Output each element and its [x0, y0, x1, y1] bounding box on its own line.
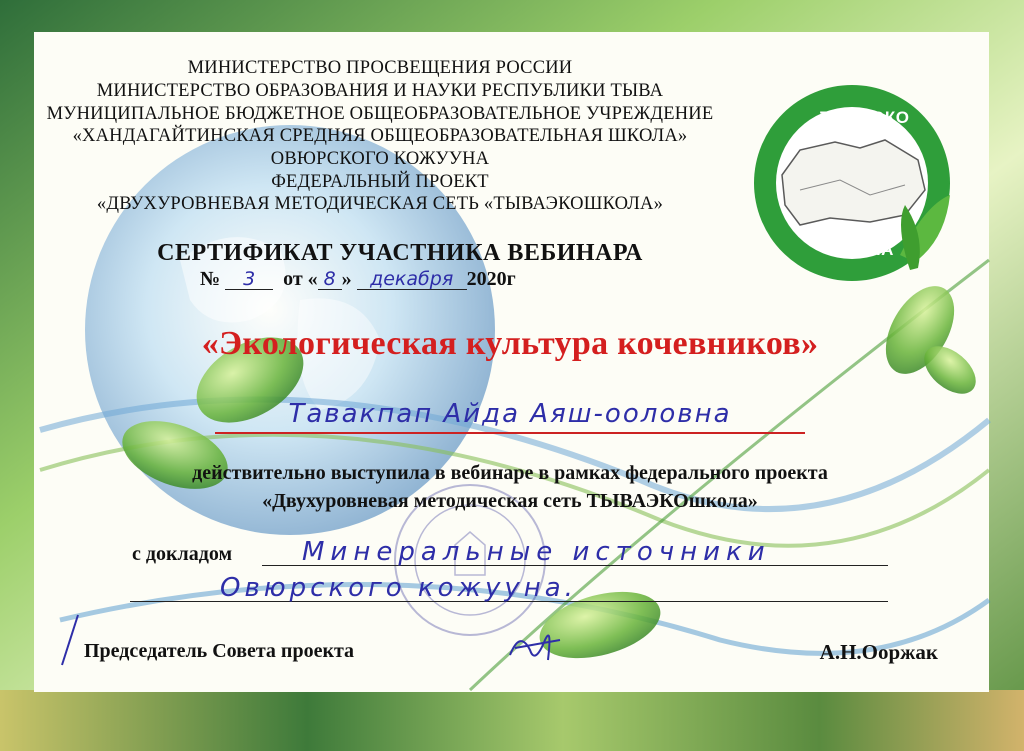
day-open-quote: « [307, 268, 318, 290]
frame-bottom-band [0, 690, 1024, 751]
logo-top-text: ТЫВАЭКО [820, 108, 910, 127]
chair-label: Председатель Совета проекта [84, 640, 355, 662]
logo-bottom-text: ШКОЛА [827, 240, 894, 259]
certificate-month: декабря [357, 269, 467, 290]
number-prefix: № [200, 268, 221, 290]
report-title-line-2: Овюрского кожууна. [130, 574, 888, 602]
webinar-topic: «Экологическая культура кочевников» [201, 325, 819, 362]
header-line-5: ОВЮРСКОГО КОЖУУНА [270, 149, 490, 169]
header-line-1: МИНИСТЕРСТВО ПРОСВЕЩЕНИЯ РОССИИ [187, 58, 573, 78]
header-line-2: МИНИСТЕРСТВО ОБРАЗОВАНИЯ И НАУКИ РЕСПУБЛИКИ ТЫВА [96, 81, 664, 101]
day-close-quote: » [341, 268, 352, 290]
certificate-number: 3 [225, 269, 273, 290]
header-line-7: «ДВУХУРОВНЕВАЯ МЕТОДИЧЕСКАЯ СЕТЬ «ТЫВАЭКОШКОЛА» [96, 194, 664, 214]
header-line-3: МУНИЦИПАЛЬНОЕ БЮДЖЕТНОЕ ОБЩЕОБРАЗОВАТЕЛЬНОЕ УЧРЕЖДЕНИЕ [46, 104, 714, 124]
certificate-year: 2020г [466, 268, 516, 290]
certificate-number-line [200, 268, 700, 291]
date-from-label: от [283, 268, 303, 290]
certificate-title: СЕРТИФИКАТ УЧАСТНИКА ВЕБИНАРА [157, 240, 643, 266]
certificate-day: 8 [318, 269, 342, 290]
header-line-6: ФЕДЕРАЛЬНЫЙ ПРОЕКТ [271, 172, 489, 192]
report-title-line-1: Минеральные источники [262, 538, 888, 566]
participant-name: Тавакпап Айда Аяш-ооловна [215, 396, 805, 434]
body-text-line-2: «Двухуровневая методическая сеть ТЫВАЭКОшкола» [262, 490, 758, 512]
report-label: с докладом [132, 543, 233, 565]
header-line-4: «ХАНДАГАЙТИНСКАЯ СРЕДНЯЯ ОБЩЕОБРАЗОВАТЕЛЬНАЯ ШКОЛА» [72, 126, 688, 146]
signer-name: А.Н.Ооржак [819, 640, 938, 664]
body-text-line-1: действительно выступила в вебинаре в рамках федерального проекта [192, 462, 828, 484]
